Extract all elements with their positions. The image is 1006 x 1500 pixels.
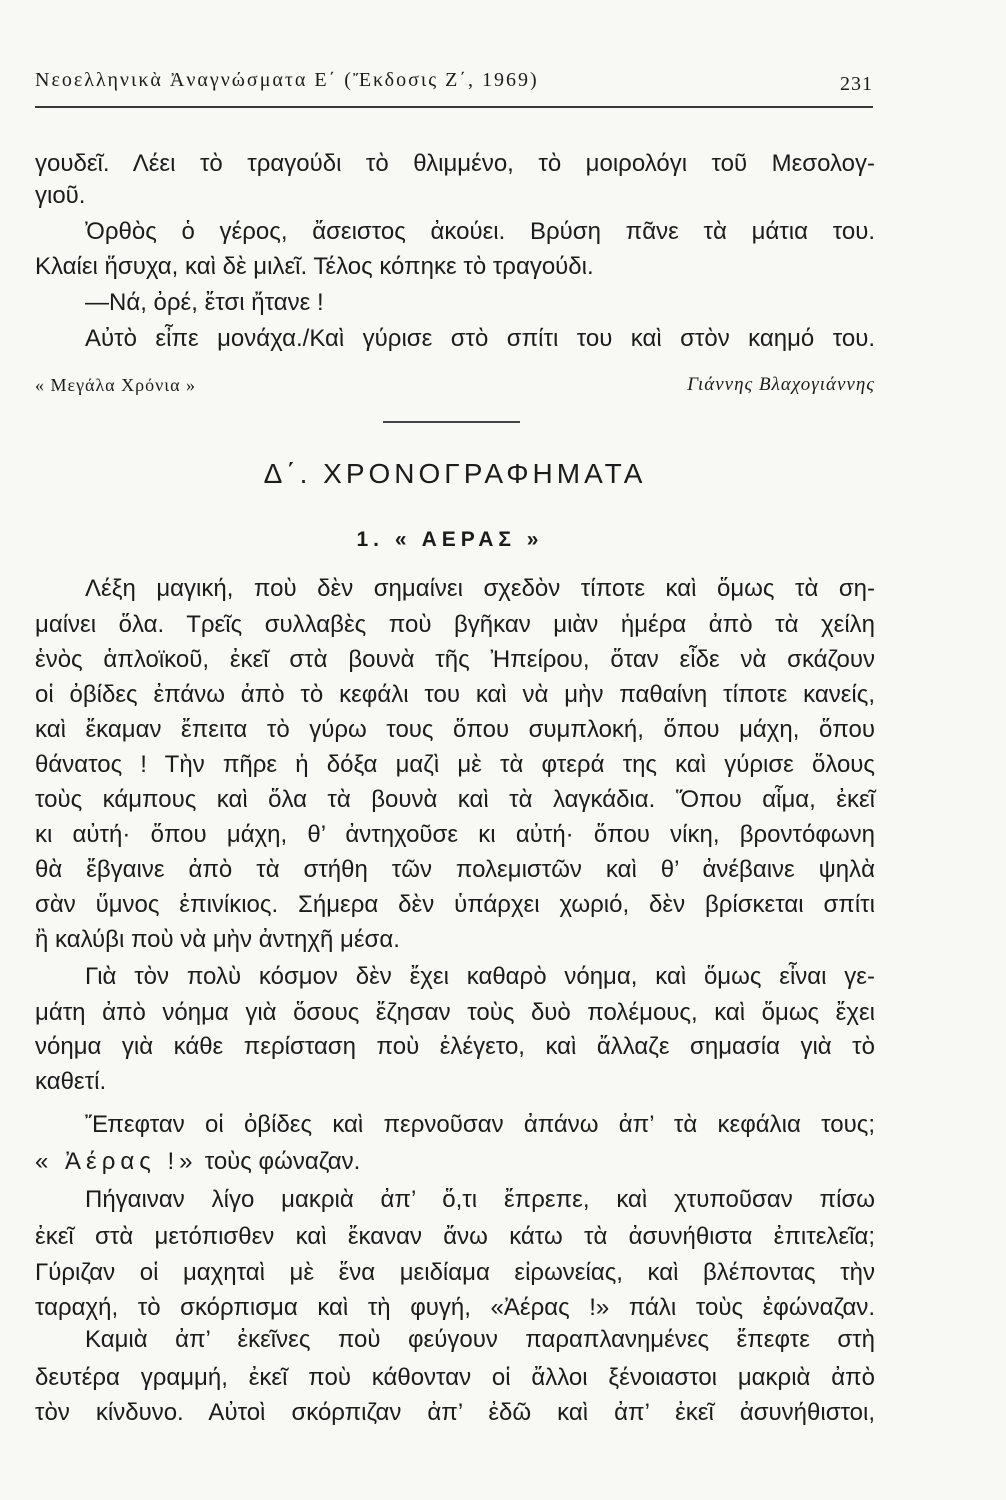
section-heading: Δ΄. ΧΡΟΝΟΓΡΑΦΗΜΑΤΑ [263,458,647,489]
quote-tail: τοὺς φώναζαν. [204,1148,361,1175]
text-line: Καμιὰ ἀπ’ ἐκεῖνες ποὺ φεύγουν παραπλανημένες ἔπεφτε στὴ [85,1326,875,1353]
excerpt-line: γιοῦ. [35,182,86,209]
text-line: Γιὰ τὸν πολὺ κόσμον δὲν ἔχει καθαρὸ νόημα, καὶ ὅμως εἶναι γε- [85,963,875,990]
text-line [35,1144,875,1180]
text-line: τὸν κίνδυνο. Αὐτοὶ σκόρπιζαν ἀπ’ ἐδῶ καὶ ἀπ’ ἐκεῖ ἀσυνήθιστοι, [35,1399,875,1426]
text-line: θὰ ἔβγαινε ἀπὸ τὰ στήθη τῶν πολεμιστῶν καὶ θ’ ἀνέβαινε ψηλὰ [35,856,875,883]
exclamation-quote: « Ἀέρας !» [35,1148,198,1175]
text-line: σὰν ὕμνος ἐπινίκιος. Σήμερα δὲν ὑπάρχει χωριό, δὲν βρίσκεται σπίτι [35,891,875,918]
text-line: Λέξη μαγική, ποὺ δὲν σημαίνει σχεδὸν τίποτε καὶ ὅμως τὰ ση- [85,575,875,602]
excerpt-line: Αὐτὸ εἶπε μονάχα./Καὶ γύρισε στὸ σπίτι του καὶ στὸν καημό του. [85,325,875,352]
text-line: Πήγαιναν λίγο μακριὰ ἀπ’ ὅ,τι ἔπρεπε, καὶ χτυποῦσαν πίσω [85,1186,875,1213]
text-line: Γύριζαν οἱ μαχηταὶ μὲ ἕνα μειδίαμα εἰρωνείας, καὶ βλέποντας τὴν [35,1259,875,1286]
text-line: μαίνει ὅλα. Τρεῖς συλλαβὲς ποὺ βγῆκαν μιὰν ἡμέρα ἀπὸ τὰ χείλη [35,611,875,638]
text-line: δευτέρα γραμμή, ἐκεῖ ποὺ κάθονταν οἱ ἄλλοι ξένοιαστοι μακριὰ ἀπὸ [35,1364,875,1391]
excerpt-line: Ὀρθὸς ὁ γέρος, ἄσειστος ἀκούει. Βρύση πᾶνε τὰ μάτια του. [85,218,875,245]
excerpt-source: « Μεγάλα Χρόνια » [35,375,196,395]
text-line: καὶ ἔκαμαν ἔπειτα τὸ γύρω τους ὅπου συμπλοκή, ὅπου μάχη, ὅπου [35,716,875,743]
text-line: μάτη ἀπὸ νόημα γιὰ ὅσους ἔζησαν τοὺς δυὸ πολέμους, καὶ ὅμως ἔχει [35,999,875,1026]
text-line: τοὺς κάμπους καὶ ὅλα τὰ βουνὰ καὶ τὰ λαγκάδια. Ὅπου αἷμα, ἐκεῖ [35,786,875,813]
running-header-title: Νεοελληνικὰ Ἀναγνώσματα Ε΄ (Ἔκδοσις Ζ΄, 1969) [35,69,539,91]
text-line: οἱ ὀβίδες ἐπάνω ἀπὸ τὸ κεφάλι του καὶ νὰ μὴν παθαίνη τίποτε κανείς, [35,681,875,708]
excerpt-author: Γιάννης Βλαχογιάννης [687,374,875,395]
section-divider [383,421,520,423]
text-line: ἐκεῖ στὰ μετόπισθεν καὶ ἔκαναν ἄνω κάτω τὰ ἀσυνήθιστα ἐπιτελεῖα; [35,1223,875,1250]
header-rule [35,106,873,108]
text-line: ἑνὸς ἁπλοϊκοῦ, ἐκεῖ στὰ βουνὰ τῆς Ἠπείρου, ὅταν εἶδε νὰ σκάζουν [35,646,875,673]
excerpt-line: Κλαίει ἥσυχα, καὶ δὲ μιλεῖ. Τέλος κόπηκε τὸ τραγούδι. [35,253,594,280]
text-line: θάνατος ! Τὴν πῆρε ἡ δόξα μαζὶ μὲ τὰ φτερά της καὶ γύρισε ὅλους [35,751,875,778]
article-title: 1. « ΑΕΡΑΣ » [356,528,544,551]
excerpt-line: γουδεῖ. Λέει τὸ τραγούδι τὸ θλιμμένο, τὸ μοιρολόγι τοῦ Μεσολογ- [35,150,875,177]
text-line: Ἔπεφταν οἱ ὀβίδες καὶ περνοῦσαν ἀπάνω ἀπ’ τὰ κεφάλια τους; [85,1111,875,1138]
text-line: ταραχή, τὸ σκόρπισμα καὶ τὴ φυγή, «Ἀέρας !» πάλι τοὺς ἐφώναζαν. [35,1294,875,1321]
text-line: καθετί. [35,1068,107,1095]
text-line: κι αὐτή· ὅπου μάχη, θ’ ἀντηχοῦσε κι αὐτή· ὅπου νίκη, βροντόφωνη [35,821,875,848]
text-line: νόημα γιὰ κάθε περίσταση ποὺ ἐλέγετο, καὶ ἄλλαζε σημασία γιὰ τὸ [35,1033,875,1060]
text-line: ἢ καλύβι ποὺ νὰ μὴν ἀντηχῆ μέσα. [35,926,400,953]
page-number: 231 [840,73,873,95]
excerpt-line: —Νά, ὀρέ, ἔτσι ἤτανε ! [85,289,324,316]
